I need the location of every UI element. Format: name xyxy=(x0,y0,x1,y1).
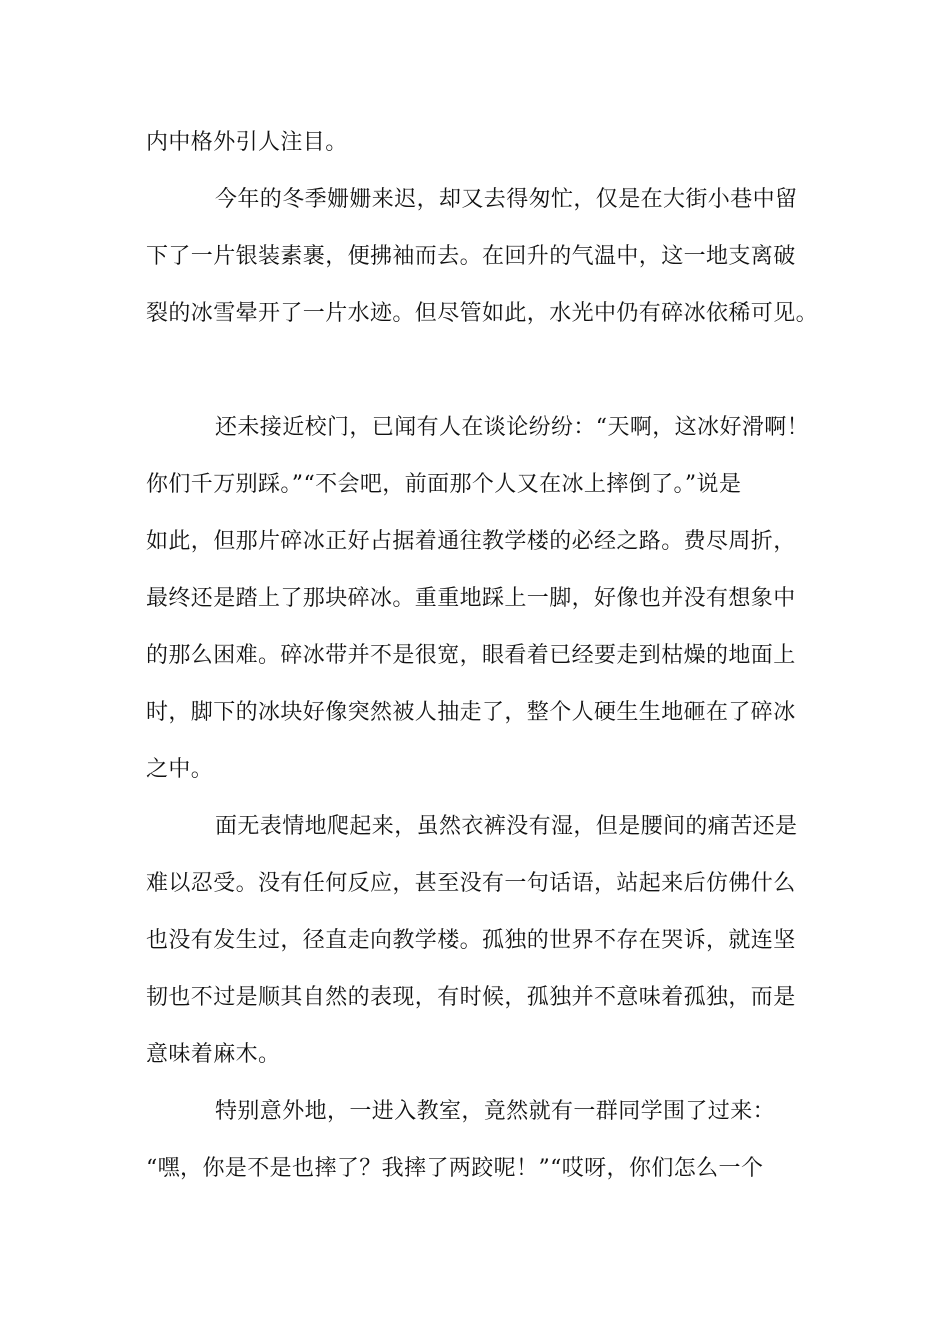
paragraph-first-line: 面无表情地爬起来，虽然衣裤没有湿，但是腰间的痛苦还是 xyxy=(215,814,798,839)
text-line: 之中。 xyxy=(146,757,214,782)
text-line: “嘿，你是不是也摔了？我摔了两跤呢！”“哎呀，你们怎么一个 xyxy=(146,1156,764,1181)
text-line: 你们千万别踩。”“不会吧，前面那个人又在冰上摔倒了。”说是 xyxy=(146,472,742,497)
paragraph-first-line: 还未接近校门，已闻有人在谈论纷纷：“天啊，这冰好滑啊！ xyxy=(215,415,810,440)
text-line: 如此，但那片碎冰正好占据着通往教学楼的必经之路。费尽周折， xyxy=(146,529,796,554)
paragraph-first-line: 今年的冬季姗姗来迟，却又去得匆忙，仅是在大街小巷中留 xyxy=(215,187,798,212)
paragraph-first-line: 特别意外地，一进入教室，竟然就有一群同学围了过来： xyxy=(215,1099,776,1124)
text-line: 的那么困难。碎冰带并不是很宽，眼看着已经要走到枯燥的地面上 xyxy=(146,643,796,668)
text-line: 裂的冰雪晕开了一片水迹。但尽管如此，水光中仍有碎冰依稀可见。 xyxy=(146,301,819,326)
text-line: 韧也不过是顺其自然的表现，有时候，孤独并不意味着孤独，而是 xyxy=(146,985,796,1010)
text-line: 时，脚下的冰块好像突然被人抽走了，整个人硬生生地砸在了碎冰 xyxy=(146,700,796,725)
text-line: 也没有发生过，径直走向教学楼。孤独的世界不存在哭诉，就连坚 xyxy=(146,928,796,953)
text-line: 难以忍受。没有任何反应，甚至没有一句话语，站起来后仿佛什么 xyxy=(146,871,796,896)
text-line: 内中格外引人注目。 xyxy=(146,130,348,155)
text-line: 意味着麻木。 xyxy=(146,1042,281,1067)
text-line: 下了一片银装素裹，便拂袖而去。在回升的气温中，这一地支离破 xyxy=(146,244,796,269)
text-line: 最终还是踏上了那块碎冰。重重地踩上一脚，好像也并没有想象中 xyxy=(146,586,796,611)
